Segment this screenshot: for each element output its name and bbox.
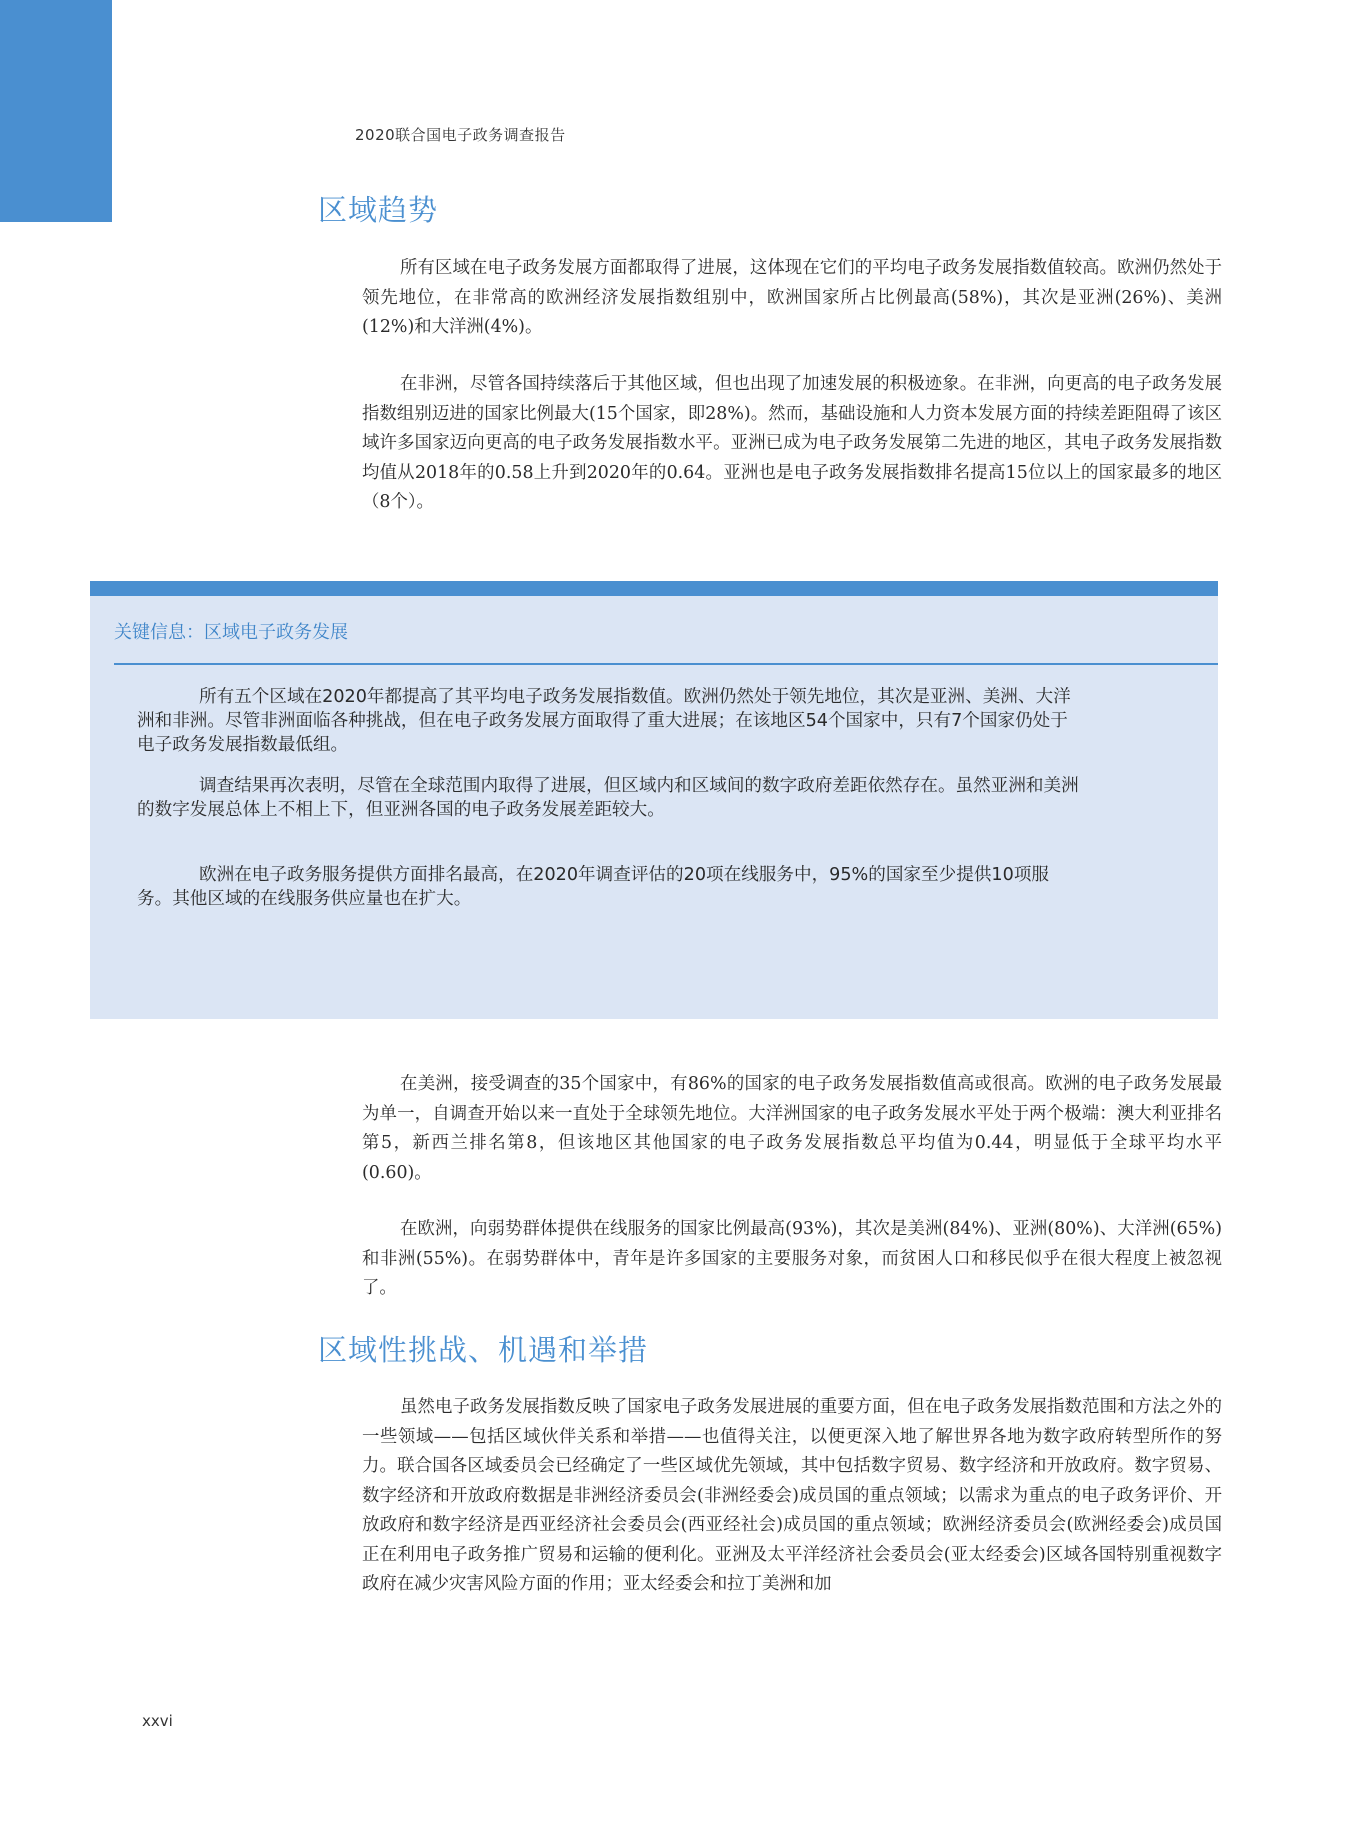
body-paragraph: 虽然电子政务发展指数反映了国家电子政务发展进展的重要方面，但在电子政务发展指数范围和方法之外的一些领域——包括区域伙伴关系和举措——也值得关注，以便更深入地了解世界各地为数字政府转型所作的努力。联合国各区域委员会已经确定了一些区域优先领域，其中包括数字贸易、数字经济和开放政府。数字贸易、数字经济和开放政府数据是非洲经济委员会(非洲经委会)成员国的重点领域；以需求为重点的电子政务评价、开放政府和数字经济是西亚经济社会委员会(西亚经社会)成员国的重点领域；欧洲经济委员会(欧洲经委会)成员国正在利用电子政务推广贸易和运输的便利化。亚洲及太平洋经济社会委员会(亚太经委会)区域各国特别重视数字政府在减少灾害风险方面的作用；亚太经委会和拉丁美洲和加 [362, 1397, 1222, 1594]
body-paragraph: 在欧洲，向弱势群体提供在线服务的国家比例最高(93%)，其次是美洲(84%)、亚洲(80%)、大洋洲(65%)和非洲(55%)。在弱势群体中，青年是许多国家的主要服务对象，而贫困人口和移民似乎在很大程度上被忽视了。 [362, 1219, 1222, 1298]
key-messages-divider [114, 663, 1218, 665]
key-message-paragraph: 所有五个区域在2020年都提高了其平均电子政务发展指数值。欧洲仍然处于领先地位，其次是亚洲、美洲、大洋洲和非洲。尽管非洲面临各种挑战，但在电子政务发展方面取得了重大进展；在该地区54个国家中，只有7个国家仍处于电子政务发展指数最低组。 [137, 687, 1071, 755]
section-heading-regional-challenges: 区域性挑战、机遇和举措 [318, 1333, 649, 1367]
page-number: xxvi [142, 1712, 173, 1730]
body-paragraph: 所有区域在电子政务发展方面都取得了进展，这体现在它们的平均电子政务发展指数值较高。欧洲仍然处于领先地位，在非常高的欧洲经济发展指数组别中，欧洲国家所占比例最高(58%)，其次是亚洲(26%)、美洲(12%)和大洋洲(4%)。 [362, 258, 1222, 337]
key-message-paragraph: 调查结果再次表明，尽管在全球范围内取得了进展，但区域内和区域间的数字政府差距依然存在。虽然亚洲和美洲的数字发展总体上不相上下，但亚洲各国的电子政务发展差距较大。 [137, 776, 1079, 820]
body-paragraph: 在美洲，接受调查的35个国家中，有86%的国家的电子政务发展指数值高或很高。欧洲的电子政务发展最为单一，自调查开始以来一直处于全球领先地位。大洋洲国家的电子政务发展水平处于两个极端：澳大利亚排名第5，新西兰排名第8，但该地区其他国家的电子政务发展指数总平均值为0.44，明显低于全球平均水平(0.60)。 [362, 1074, 1222, 1183]
key-message-paragraph: 欧洲在电子政务服务提供方面排名最高，在2020年调查评估的20项在线服务中，95%的国家至少提供10项服务。其他区域的在线服务供应量也在扩大。 [137, 865, 1050, 909]
key-messages-title: 关键信息：区域电子政务发展 [114, 622, 348, 643]
body-paragraph: 在非洲，尽管各国持续落后于其他区域，但也出现了加速发展的积极迹象。在非洲，向更高的电子政务发展指数组别迈进的国家比例最大(15个国家，即28%)。然而，基础设施和人力资本发展方面的持续差距阻碍了该区域许多国家迈向更高的电子政务发展指数水平。亚洲已成为电子政务发展第二先进的地区，其电子政务发展指数均值从2018年的0.58上升到2020年的0.64。亚洲也是电子政务发展指数排名提高15位以上的国家最多的地区（8个）。 [362, 374, 1222, 512]
corner-color-block [0, 0, 112, 222]
running-header: 2020联合国电子政务调查报告 [355, 126, 566, 144]
key-messages-box [90, 581, 1218, 1019]
section-heading-regional-trends: 区域趋势 [318, 193, 439, 227]
